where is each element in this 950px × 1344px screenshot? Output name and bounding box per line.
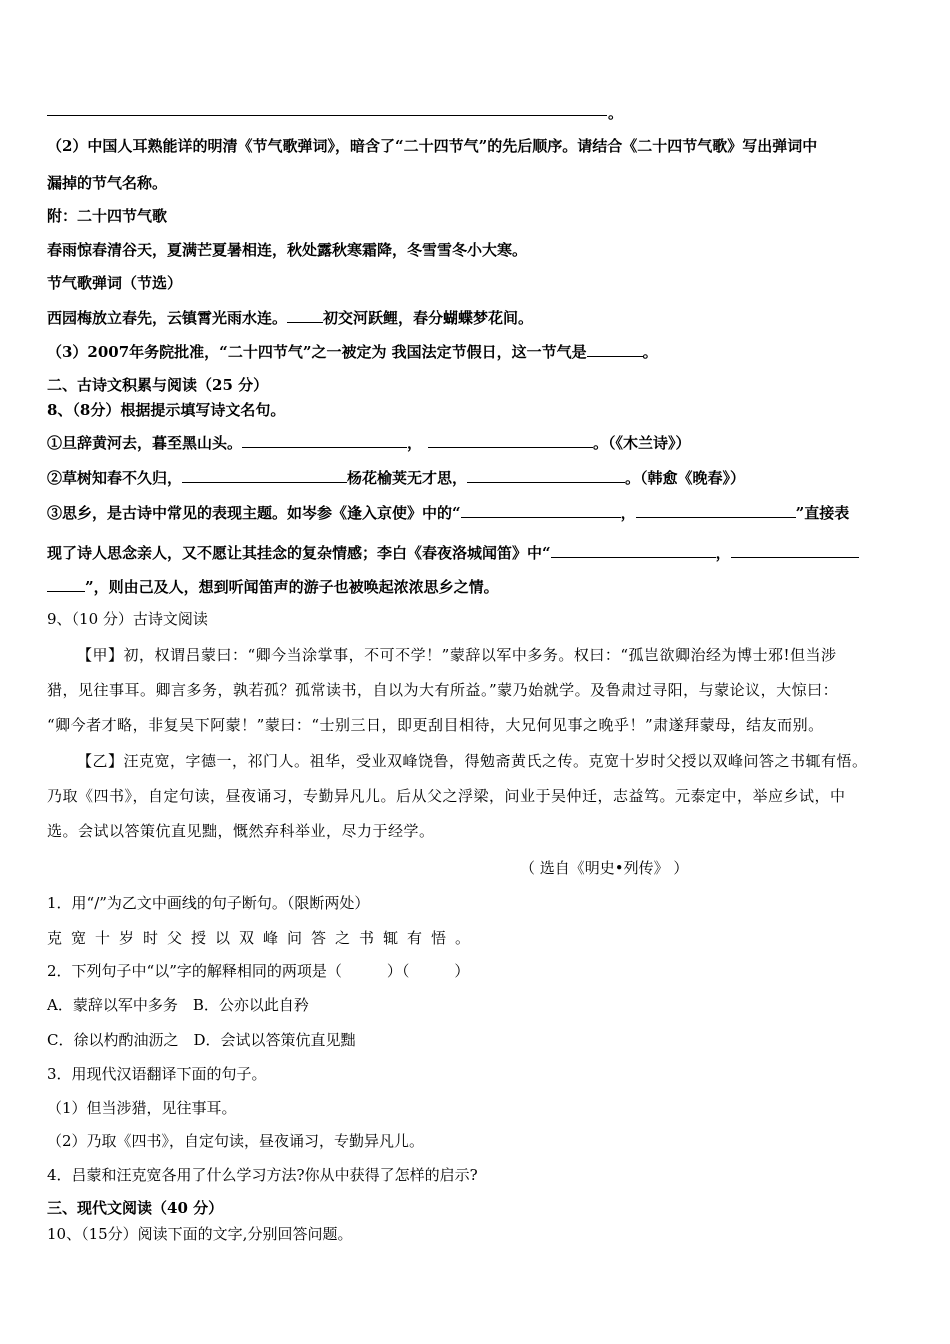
q7-3 <box>47 342 910 361</box>
q8-2-blank1[interactable] <box>182 468 347 483</box>
sub-question-3: 3．用现代汉语翻译下面的句子。 <box>47 1065 267 1083</box>
sub-question-2-options-ab: A．蒙辞以军中多务 B．公亦以此自矜 <box>47 996 309 1014</box>
passage-source: （ 选自《明史•列传》 ） <box>520 859 689 877</box>
sub-question-2: 2．下列句子中“以”字的解释相同的两项是（ ）（ ） <box>47 962 470 980</box>
tanci-part-a: 西园梅放立春先，云镇霄光雨水连。 <box>47 309 288 327</box>
appendix-song: 春雨惊春清谷天，夏满芒夏暑相连，秋处露秋寒霜降，冬雪雪冬小大寒。 <box>47 241 528 259</box>
sub-question-3-2: （2）乃取《四书》，自定句读，昼夜诵习，专勤异凡儿。 <box>47 1132 425 1150</box>
sub-question-3-1: （1）但当涉猎，见往事耳。 <box>47 1099 237 1117</box>
q8-3-comma2: ， <box>715 544 731 562</box>
q8-title: 8、（8分）根据提示填写诗文名句。 <box>47 401 286 419</box>
sub-question-1-sentence: 克宽十岁时父授以双峰问答之书辄有悟。 <box>47 929 480 947</box>
q8-3-blank4b[interactable] <box>47 577 85 592</box>
passage-jia-line2: 猎，见往事耳。卿言多务，孰若孤？孤常读书，自以为大有所益。”蒙乃始就学。及鲁肃过寻阳，与蒙论议，大惊曰： <box>47 681 839 699</box>
tanci-title: 节气歌弹词（节选） <box>47 274 183 292</box>
q8-3-text: ③思乡，是古诗中常见的表现主题。如岑参《逢入京使》中的“ <box>47 504 461 522</box>
q8-1-text: ①旦辞黄河去，暮至黑山头。 <box>47 434 243 452</box>
q8-2-source: 。（韩愈《晚春》） <box>625 469 746 487</box>
q8-2-blank2[interactable] <box>467 468 625 483</box>
q7-3-end: 。 <box>642 343 658 361</box>
q8-item3-line2 <box>47 543 910 562</box>
passage-yi-line3: 选。会试以答策伉直见黜，慨然弃科举业，尽力于经学。 <box>47 822 435 840</box>
q8-3-text3: ”，则由己及人，想到听闻笛声的游子也被唤起浓浓思乡之情。 <box>85 578 499 596</box>
q8-3-text2: 现了诗人思念亲人，又不愿让其挂念的复杂情感；李白《春夜洛城闻笛》中“ <box>47 544 551 562</box>
q8-2-text: ②草树知春不久归， <box>47 469 183 487</box>
passage-yi-line1: 【乙】汪克宽，字德一，祁门人。祖华，受业双峰饶鲁，得勉斋黄氏之传。克宽十岁时父授以双峰问答之书辄有悟。 <box>77 752 868 770</box>
section-3-title: 三、现代文阅读（40 分） <box>47 1199 224 1217</box>
q8-3-blank1[interactable] <box>461 503 621 518</box>
q8-3-blank4a[interactable] <box>731 543 859 558</box>
answer-blank-line <box>47 115 607 116</box>
q7-3-blank[interactable] <box>587 342 643 357</box>
section-2-title: 二、古诗文积累与阅读（25 分） <box>47 376 269 394</box>
q8-3-blank2[interactable] <box>636 503 796 518</box>
passage-yi-line2: 乃取《四书》，自定句读，昼夜诵习，专勤异凡儿。后从父之浮梁，问业于吴仲迁，志益笃。元泰定中，举应乡试，中 <box>47 787 846 805</box>
passage-jia-line3: “卿今者才略，非复吴下阿蒙！”蒙曰：“士别三日，即更刮目相待，大兄何见事之晚乎！”肃遂拜蒙母，结友而别。 <box>47 716 824 734</box>
q8-item3-line3 <box>47 577 910 596</box>
q9-title: 9、（10 分）古诗文阅读 <box>47 610 208 628</box>
trailing-period: 。 <box>608 104 624 122</box>
q8-item1 <box>47 433 910 452</box>
q8-1-blank1[interactable] <box>242 433 407 448</box>
q7-2-line2: 漏掉的节气名称。 <box>47 174 168 192</box>
q8-1-blank2[interactable] <box>428 433 593 448</box>
q8-2-mid: 杨花榆荚无才思， <box>347 469 468 487</box>
q8-1-source: 。（《木兰诗》） <box>593 434 691 452</box>
q7-2-line1: （2）中国人耳熟能详的明清《节气歌弹词》，暗含了“二十四节气”的先后顺序。请结合《二十四节气歌》写出弹词中 <box>47 137 818 155</box>
tanci-text <box>47 308 910 327</box>
tanci-part-b: 初交河跃鲤，春分蝴蝶梦花间。 <box>323 309 534 327</box>
tanci-blank[interactable] <box>287 308 323 323</box>
passage-jia-line1: 【甲】初，权谓吕蒙曰：“卿今当涂掌事，不可不学！”蒙辞以军中多务。权曰：“孤岂欲卿治经为博士邪!但当涉 <box>77 646 837 664</box>
q7-3-text: （3）2007年务院批准，“二十四节气”之一被定为 我国法定节假日，这一节气是 <box>47 343 587 361</box>
q8-1-comma: ， <box>407 434 423 452</box>
appendix-title: 附：二十四节气歌 <box>47 207 168 225</box>
sub-question-4: 4．吕蒙和汪克宽各用了什么学习方法?你从中获得了怎样的启示? <box>47 1166 478 1184</box>
q8-item2 <box>47 468 910 487</box>
sub-question-1: 1．用“/”为乙文中画线的句子断句。（限断两处） <box>47 894 370 912</box>
q8-3-comma: ， <box>620 504 636 522</box>
q8-item3-line1 <box>47 503 910 522</box>
q10-title: 10、（15分）阅读下面的文字,分别回答问题。 <box>47 1225 353 1243</box>
q8-3-blank3[interactable] <box>551 543 716 558</box>
sub-question-2-options-cd: C．徐以杓酌油沥之 D．会试以答策伉直见黜 <box>47 1031 356 1049</box>
q8-3-end: ”直接表 <box>795 504 850 522</box>
